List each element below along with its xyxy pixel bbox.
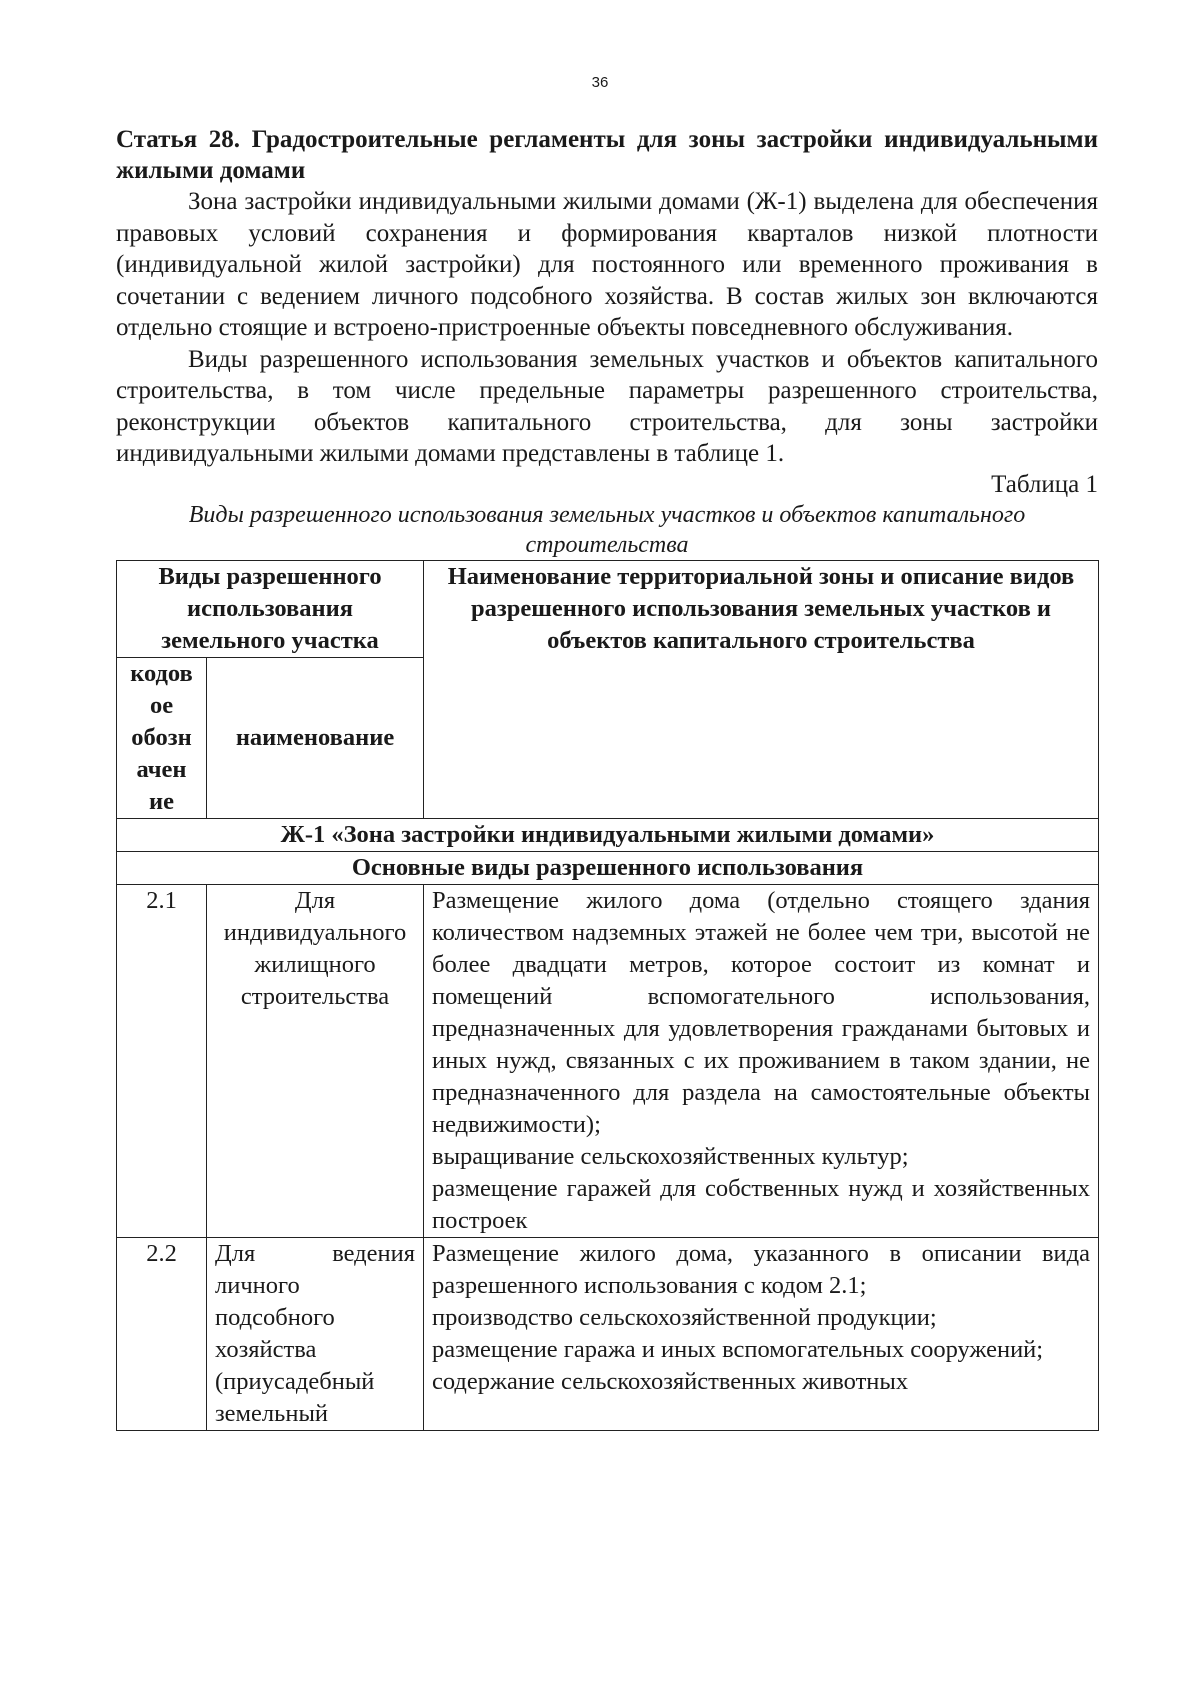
zoning-table <box>116 560 1099 1431</box>
description-line: производство сельскохозяйственной продукции; <box>432 1303 937 1331</box>
description-line: выращивание сельскохозяйственных культур; <box>432 1142 909 1170</box>
row-description <box>424 884 1099 1237</box>
row-code: 2.1 <box>117 884 207 1237</box>
document-body <box>116 124 1098 1431</box>
table-header-row <box>117 560 1099 657</box>
zone-row <box>117 818 1099 851</box>
article-paragraph-2: Виды разрешенного использования земельных участков и объектов капитального строительства, в том числе предельные параметры разрешенного строительства, реконструкции объектов капитального строительства, для зоны застройки индивидуальными жилыми домами представлены в таблице 1. <box>116 345 1098 467</box>
page-number: 36 <box>591 74 609 91</box>
table-row <box>117 1237 1099 1430</box>
description-line: размещение гаражей для собственных нужд и хозяйственных построек <box>432 1174 1091 1234</box>
header-name: наименование <box>207 657 424 818</box>
row-description <box>424 1237 1099 1430</box>
article-title: Статья 28. Градостроительные регламенты для зоны застройки индивидуальными жилыми домами <box>116 126 1098 184</box>
description-line: Размещение жилого дома (отдельно стоящего здания количеством надземных этажей не более чем три, высотой не более двадцати метров, которое состоит из комнат и помещений вспомогательного использования, предназначенных для удовлетворения гражданами бытовых и иных нужд, связанных с их проживанием в таком здании, не предназначенного для раздела на самостоятельные объекты недвижимости); <box>432 886 1091 1138</box>
zone-title: Ж-1 «Зона застройки индивидуальными жилыми домами» <box>117 818 1099 851</box>
description-line: размещение гаража и иных вспомогательных сооружений; <box>432 1335 1044 1363</box>
header-code: кодов ое обозн ачен ие <box>117 657 207 818</box>
description-line: содержание сельскохозяйственных животных <box>432 1367 909 1395</box>
table-caption: Виды разрешенного использования земельных участков и объектов капитального строительства <box>188 501 1026 558</box>
row-code: 2.2 <box>117 1237 207 1430</box>
section-row <box>117 851 1099 884</box>
row-name: Для индивидуального жилищного строительства <box>207 884 424 1237</box>
article-paragraph-1: Зона застройки индивидуальными жилыми домами (Ж-1) выделена для обеспечения правовых условий сохранения и формирования кварталов низкой плотности (индивидуальной жилой застройки) для постоянного или временного проживания в сочетании с ведением личного подсобного хозяйства. В состав жилых зон включаются отдельно стоящие и встроено-пристроенные объекты повседневного обслуживания. <box>116 188 1098 341</box>
section-title: Основные виды разрешенного использования <box>117 851 1099 884</box>
description-line: Размещение жилого дома, указанного в описании вида разрешенного использования с кодом 2.1; <box>432 1239 1091 1299</box>
header-description: Наименование территориальной зоны и описание видов разрешенного использования земельных участков и объектов капитального строительства <box>424 560 1099 818</box>
table-label: Таблица 1 <box>991 470 1098 498</box>
header-usage-group: Виды разрешенного использования земельного участка <box>117 560 424 657</box>
row-name: Для ведения личного подсобного хозяйства (приусадебный земельный <box>207 1237 424 1430</box>
table-row <box>117 884 1099 1237</box>
